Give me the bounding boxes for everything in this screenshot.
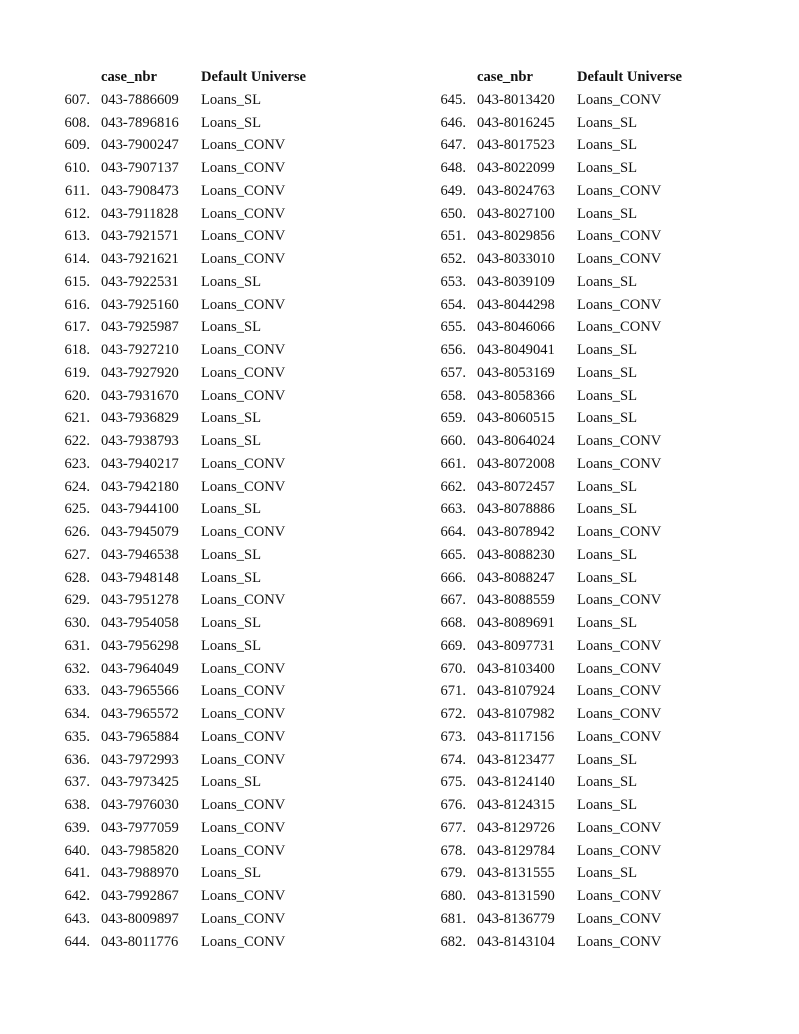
row-number: 663.: [440, 501, 466, 518]
default-universe: Loans_CONV: [201, 819, 286, 836]
case-number: 043-8033010: [477, 251, 555, 267]
case-number: 043-8072008: [477, 455, 555, 472]
default-universe: Loans_CONV: [201, 728, 286, 745]
case-number: 043-8103400: [477, 660, 555, 677]
row-number: 657.: [440, 364, 466, 381]
default-universe: Loans_CONV: [577, 228, 662, 245]
default-universe: Loans_CONV: [201, 751, 286, 768]
case-number: 043-7925160: [101, 296, 179, 313]
default-universe: Loans_SL: [577, 273, 637, 290]
default-universe: Loans_SL: [201, 615, 261, 631]
case-number: 043-7900247: [101, 137, 179, 154]
row-number: 651.: [440, 228, 466, 245]
default-universe: Loans_SL: [201, 433, 261, 449]
case-number: 043-8046066: [477, 319, 555, 336]
case-number: 043-7908473: [101, 182, 179, 199]
default-universe: Loans_CONV: [201, 933, 286, 950]
case-number: 043-7907137: [101, 160, 179, 176]
row-number: 660.: [440, 433, 466, 449]
default-universe: Loans_CONV: [201, 342, 286, 358]
case-number: 043-7927210: [101, 342, 179, 358]
default-universe: Loans_CONV: [201, 797, 286, 813]
case-number: 043-8064024: [477, 433, 555, 449]
case-number: 043-7954058: [101, 615, 179, 631]
row-number: 668.: [440, 615, 466, 631]
default-universe: Loans_SL: [201, 319, 261, 336]
row-number: 637.: [64, 774, 90, 791]
row-number: 610.: [64, 160, 90, 176]
default-universe: Loans_SL: [577, 364, 637, 381]
case-number: 043-8124315: [477, 797, 555, 813]
default-universe: Loans_SL: [201, 273, 261, 290]
default-universe: Loans_CONV: [577, 319, 662, 336]
default-universe: Loans_CONV: [577, 706, 662, 722]
case-number: 043-8131555: [477, 865, 555, 882]
default-universe: Loans_CONV: [577, 592, 662, 609]
row-number: 659.: [440, 410, 466, 427]
row-number: 613.: [64, 228, 90, 245]
row-number: 644.: [64, 933, 90, 950]
default-universe: Loans_CONV: [201, 205, 286, 222]
row-number: 681.: [440, 910, 466, 927]
row-number: 618.: [64, 342, 90, 358]
case-number: 043-7942180: [101, 478, 179, 495]
row-number: 629.: [64, 592, 90, 609]
default-universe: Loans_SL: [201, 569, 261, 586]
default-universe: Loans_CONV: [577, 842, 662, 859]
case-number: 043-8053169: [477, 364, 555, 381]
default-universe: Loans_CONV: [201, 478, 286, 495]
case-number: 043-8097731: [477, 637, 555, 654]
case-number: 043-8131590: [477, 888, 555, 904]
row-number: 634.: [64, 706, 90, 722]
default-universe: Loans_CONV: [577, 888, 662, 904]
row-number: 611.: [65, 182, 90, 199]
row-number: 607.: [64, 91, 90, 108]
row-number: 643.: [64, 910, 90, 927]
case-number: 043-7922531: [101, 273, 179, 290]
default-universe: Loans_SL: [577, 137, 637, 154]
default-universe: Loans_SL: [577, 615, 637, 631]
case-number: 043-8088247: [477, 569, 555, 586]
default-universe: Loans_CONV: [577, 91, 662, 108]
default-universe: Loans_SL: [577, 410, 637, 427]
case-number: 043-8143104: [477, 933, 555, 950]
default-universe: Loans_SL: [201, 637, 261, 654]
row-number: 612.: [64, 205, 90, 222]
default-universe: Loans_SL: [577, 797, 637, 813]
case-number: 043-7940217: [101, 455, 179, 472]
row-number: 639.: [64, 819, 90, 836]
case-number: 043-8088559: [477, 592, 555, 609]
default-universe: Loans_SL: [577, 546, 637, 563]
case-number: 043-8117156: [477, 728, 555, 745]
case-number: 043-8060515: [477, 410, 555, 427]
row-number: 616.: [64, 296, 90, 313]
case-number: 043-8011776: [101, 933, 179, 950]
header-case-nbr: case_nbr: [101, 69, 157, 85]
default-universe: Loans_CONV: [577, 455, 662, 472]
case-number: 043-7946538: [101, 546, 179, 563]
default-universe: Loans_SL: [577, 751, 637, 768]
row-number: 638.: [64, 797, 90, 813]
row-number: 671.: [440, 683, 466, 700]
row-number: 626.: [64, 524, 90, 540]
row-number: 631.: [64, 637, 90, 654]
default-universe: Loans_CONV: [201, 842, 286, 859]
default-universe: Loans_CONV: [201, 683, 286, 700]
default-universe: Loans_CONV: [577, 819, 662, 836]
default-universe: Loans_SL: [201, 410, 261, 427]
row-number: 621.: [64, 410, 90, 427]
default-universe: Loans_SL: [577, 114, 637, 131]
default-universe: Loans_SL: [201, 865, 261, 882]
header-case-nbr: case_nbr: [477, 69, 533, 85]
row-number: 620.: [64, 387, 90, 404]
case-number: 043-7936829: [101, 410, 179, 427]
row-number: 661.: [440, 455, 466, 472]
row-number: 672.: [440, 706, 466, 722]
row-number: 654.: [440, 296, 466, 313]
case-number: 043-7964049: [101, 660, 179, 677]
case-number: 043-8013420: [477, 91, 555, 108]
case-number: 043-8044298: [477, 296, 555, 313]
row-number: 647.: [440, 137, 466, 154]
default-universe: Loans_CONV: [577, 433, 662, 449]
header-default-universe: Default Universe: [577, 69, 682, 85]
case-number: 043-8072457: [477, 478, 555, 495]
row-number: 645.: [440, 91, 466, 108]
row-number: 617.: [64, 319, 90, 336]
row-number: 670.: [440, 660, 466, 677]
case-number: 043-7938793: [101, 433, 179, 449]
case-number: 043-8123477: [477, 751, 555, 768]
row-number: 648.: [440, 160, 466, 176]
row-number: 642.: [64, 888, 90, 904]
row-number: 678.: [440, 842, 466, 859]
row-number: 624.: [64, 478, 90, 495]
case-number: 043-8089691: [477, 615, 555, 631]
row-number: 666.: [440, 569, 466, 586]
case-number: 043-8124140: [477, 774, 555, 791]
case-number: 043-7927920: [101, 364, 179, 381]
row-number: 682.: [440, 933, 466, 950]
case-number: 043-8049041: [477, 342, 555, 358]
row-number: 655.: [440, 319, 466, 336]
default-universe: Loans_CONV: [201, 592, 286, 609]
default-universe: Loans_CONV: [577, 524, 662, 540]
row-number: 662.: [440, 478, 466, 495]
row-number: 623.: [64, 455, 90, 472]
case-number: 043-7965566: [101, 683, 179, 700]
case-number: 043-7921621: [101, 251, 179, 267]
case-number: 043-8078942: [477, 524, 555, 540]
case-number: 043-7977059: [101, 819, 179, 836]
case-number: 043-7985820: [101, 842, 179, 859]
case-number: 043-8029856: [477, 228, 555, 245]
row-number: 609.: [64, 137, 90, 154]
case-number: 043-8022099: [477, 160, 555, 176]
default-universe: Loans_SL: [201, 91, 261, 108]
default-universe: Loans_CONV: [201, 364, 286, 381]
row-number: 653.: [440, 273, 466, 290]
default-universe: Loans_CONV: [201, 182, 286, 199]
default-universe: Loans_SL: [201, 546, 261, 563]
default-universe: Loans_CONV: [201, 660, 286, 677]
case-number: 043-7948148: [101, 569, 179, 586]
case-number: 043-8058366: [477, 387, 555, 404]
row-number: 676.: [440, 797, 466, 813]
case-number: 043-8024763: [477, 182, 555, 199]
default-universe: Loans_CONV: [201, 296, 286, 313]
case-number: 043-7973425: [101, 774, 179, 791]
row-number: 615.: [64, 273, 90, 290]
default-universe: Loans_CONV: [577, 910, 662, 927]
row-number: 665.: [440, 546, 466, 563]
case-number: 043-8129784: [477, 842, 555, 859]
case-number: 043-7988970: [101, 865, 179, 882]
case-number: 043-7944100: [101, 501, 179, 518]
case-number: 043-7951278: [101, 592, 179, 609]
row-number: 625.: [64, 501, 90, 518]
case-number: 043-8017523: [477, 137, 555, 154]
default-universe: Loans_SL: [577, 865, 637, 882]
case-number: 043-7965884: [101, 728, 179, 745]
row-number: 619.: [64, 364, 90, 381]
default-universe: Loans_SL: [201, 501, 261, 518]
row-number: 650.: [440, 205, 466, 222]
default-universe: Loans_CONV: [577, 660, 662, 677]
default-universe: Loans_CONV: [201, 910, 286, 927]
row-number: 614.: [64, 251, 90, 267]
row-number: 679.: [440, 865, 466, 882]
row-number: 627.: [64, 546, 90, 563]
default-universe: Loans_CONV: [577, 296, 662, 313]
row-number: 640.: [64, 842, 90, 859]
row-number: 608.: [64, 114, 90, 131]
default-universe: Loans_SL: [577, 478, 637, 495]
default-universe: Loans_CONV: [201, 888, 286, 904]
case-number: 043-8009897: [101, 910, 179, 927]
row-number: 633.: [64, 683, 90, 700]
case-number: 043-7921571: [101, 228, 179, 245]
row-number: 677.: [440, 819, 466, 836]
case-number: 043-8016245: [477, 114, 555, 131]
row-number: 628.: [64, 569, 90, 586]
case-number: 043-7911828: [101, 205, 179, 222]
default-universe: Loans_SL: [577, 160, 637, 176]
default-universe: Loans_CONV: [201, 137, 286, 154]
default-universe: Loans_SL: [577, 205, 637, 222]
default-universe: Loans_CONV: [201, 251, 286, 267]
case-number: 043-7896816: [101, 114, 179, 131]
row-number: 641.: [64, 865, 90, 882]
default-universe: Loans_CONV: [577, 933, 662, 950]
row-number: 680.: [440, 888, 466, 904]
case-number: 043-7976030: [101, 797, 179, 813]
case-number: 043-8107982: [477, 706, 555, 722]
case-number: 043-7925987: [101, 319, 179, 336]
row-number: 632.: [64, 660, 90, 677]
row-number: 674.: [440, 751, 466, 768]
default-universe: Loans_SL: [201, 114, 261, 131]
default-universe: Loans_SL: [577, 501, 637, 518]
row-number: 673.: [440, 728, 466, 745]
case-number: 043-8129726: [477, 819, 555, 836]
row-number: 646.: [440, 114, 466, 131]
default-universe: Loans_SL: [577, 342, 637, 358]
case-number: 043-8088230: [477, 546, 555, 563]
row-number: 667.: [440, 592, 466, 609]
row-number: 635.: [64, 728, 90, 745]
case-number: 043-7886609: [101, 91, 179, 108]
case-number: 043-8039109: [477, 273, 555, 290]
default-universe: Loans_SL: [577, 569, 637, 586]
default-universe: Loans_SL: [201, 774, 261, 791]
case-number: 043-7945079: [101, 524, 179, 540]
default-universe: Loans_CONV: [201, 387, 286, 404]
case-number: 043-8107924: [477, 683, 555, 700]
case-number: 043-8078886: [477, 501, 555, 518]
default-universe: Loans_CONV: [577, 251, 662, 267]
row-number: 649.: [440, 182, 466, 199]
row-number: 630.: [64, 615, 90, 631]
row-number: 664.: [440, 524, 466, 540]
case-number: 043-7931670: [101, 387, 179, 404]
row-number: 656.: [440, 342, 466, 358]
case-number: 043-8027100: [477, 205, 555, 222]
default-universe: Loans_CONV: [201, 706, 286, 722]
default-universe: Loans_SL: [577, 387, 637, 404]
default-universe: Loans_CONV: [577, 637, 662, 654]
row-number: 675.: [440, 774, 466, 791]
case-number: 043-8136779: [477, 910, 555, 927]
row-number: 636.: [64, 751, 90, 768]
default-universe: Loans_CONV: [577, 683, 662, 700]
default-universe: Loans_CONV: [577, 728, 662, 745]
row-number: 622.: [64, 433, 90, 449]
row-number: 669.: [440, 637, 466, 654]
case-number: 043-7992867: [101, 888, 179, 904]
default-universe: Loans_SL: [577, 774, 637, 791]
default-universe: Loans_CONV: [201, 524, 286, 540]
header-default-universe: Default Universe: [201, 69, 306, 85]
default-universe: Loans_CONV: [201, 228, 286, 245]
row-number: 658.: [440, 387, 466, 404]
default-universe: Loans_CONV: [201, 160, 286, 176]
default-universe: Loans_CONV: [201, 455, 286, 472]
case-number: 043-7972993: [101, 751, 179, 768]
case-number: 043-7956298: [101, 637, 179, 654]
default-universe: Loans_CONV: [577, 182, 662, 199]
case-number: 043-7965572: [101, 706, 179, 722]
row-number: 652.: [440, 251, 466, 267]
